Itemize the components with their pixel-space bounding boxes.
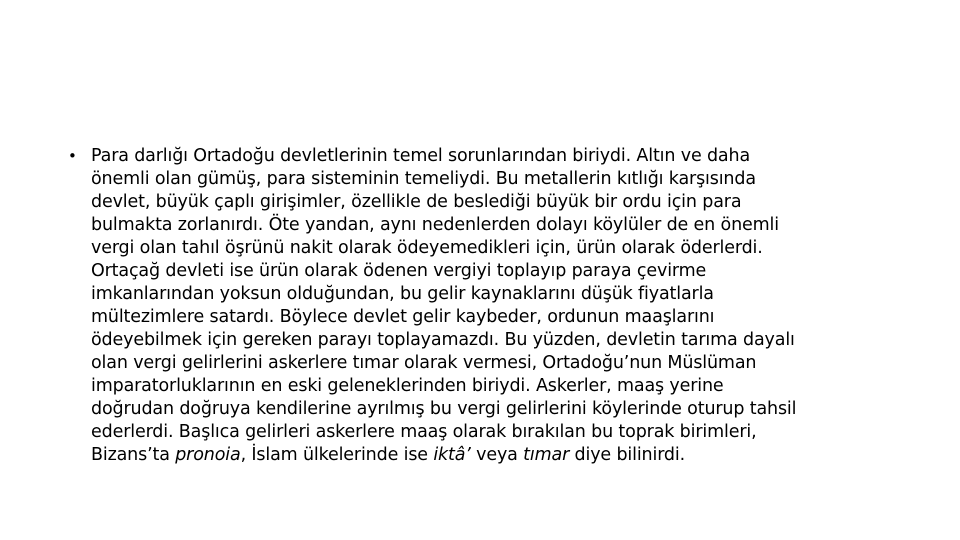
text-line-last [91, 444, 898, 467]
text-line: olan vergi gelirlerini askerlere tımar olarak vermesi, Ortadoğu’nun Müslüman [91, 353, 757, 373]
text-line: imkanlarından yoksun olduğundan, bu gelir kaynaklarını düşük fiyatlarla [91, 284, 714, 304]
text-line: önemli olan gümüş, para sisteminin temeliydi. Bu metallerin kıtlığı karşısında [91, 169, 756, 189]
paragraph-text [91, 145, 898, 467]
term-ikta: iktâ’ [433, 445, 471, 465]
term-timar: tımar [523, 445, 570, 465]
text-line: mültezimlere satardı. Böylece devlet gelir kaybeder, ordunun maaşlarını [91, 307, 715, 327]
text-segment: , İslam ülkelerinde ise [240, 445, 434, 465]
text-segment: diye bilinirdi. [569, 445, 686, 465]
text-line: imparatorluklarının en eski geleneklerinden biriydi. Askerler, maaş yerine [91, 376, 724, 396]
text-segment: Bizans’ta [91, 445, 176, 465]
text-line: Para darlığı Ortadoğu devletlerinin temel sorunlarından biriydi. Altın ve daha [91, 146, 751, 166]
bullet-icon: • [68, 147, 77, 165]
text-segment: veya [470, 445, 524, 465]
text-line: vergi olan tahıl öşrünü nakit olarak ödeyemedikleri için, ürün olarak öderlerdi. [91, 238, 763, 258]
text-line: bulmakta zorlanırdı. Öte yandan, aynı nedenlerden dolayı köylüler de en önemli [91, 215, 779, 235]
term-pronoia: pronoia [175, 445, 241, 465]
text-line: devlet, büyük çaplı girişimler, özellikle de beslediği büyük bir ordu için para [91, 192, 742, 212]
text-line: ödeyebilmek için gereken parayı toplayamazdı. Bu yüzden, devletin tarıma dayalı [91, 330, 795, 350]
bullet-paragraph [68, 145, 898, 467]
text-line: doğrudan doğruya kendilerine ayrılmış bu vergi gelirlerini köylerinde oturup tahsil [91, 399, 797, 419]
text-line: Ortaçağ devleti ise ürün olarak ödenen vergiyi toplayıp paraya çevirme [91, 261, 707, 281]
text-line: ederlerdi. Başlıca gelirleri askerlere maaş olarak bırakılan bu toprak birimleri, [91, 422, 757, 442]
